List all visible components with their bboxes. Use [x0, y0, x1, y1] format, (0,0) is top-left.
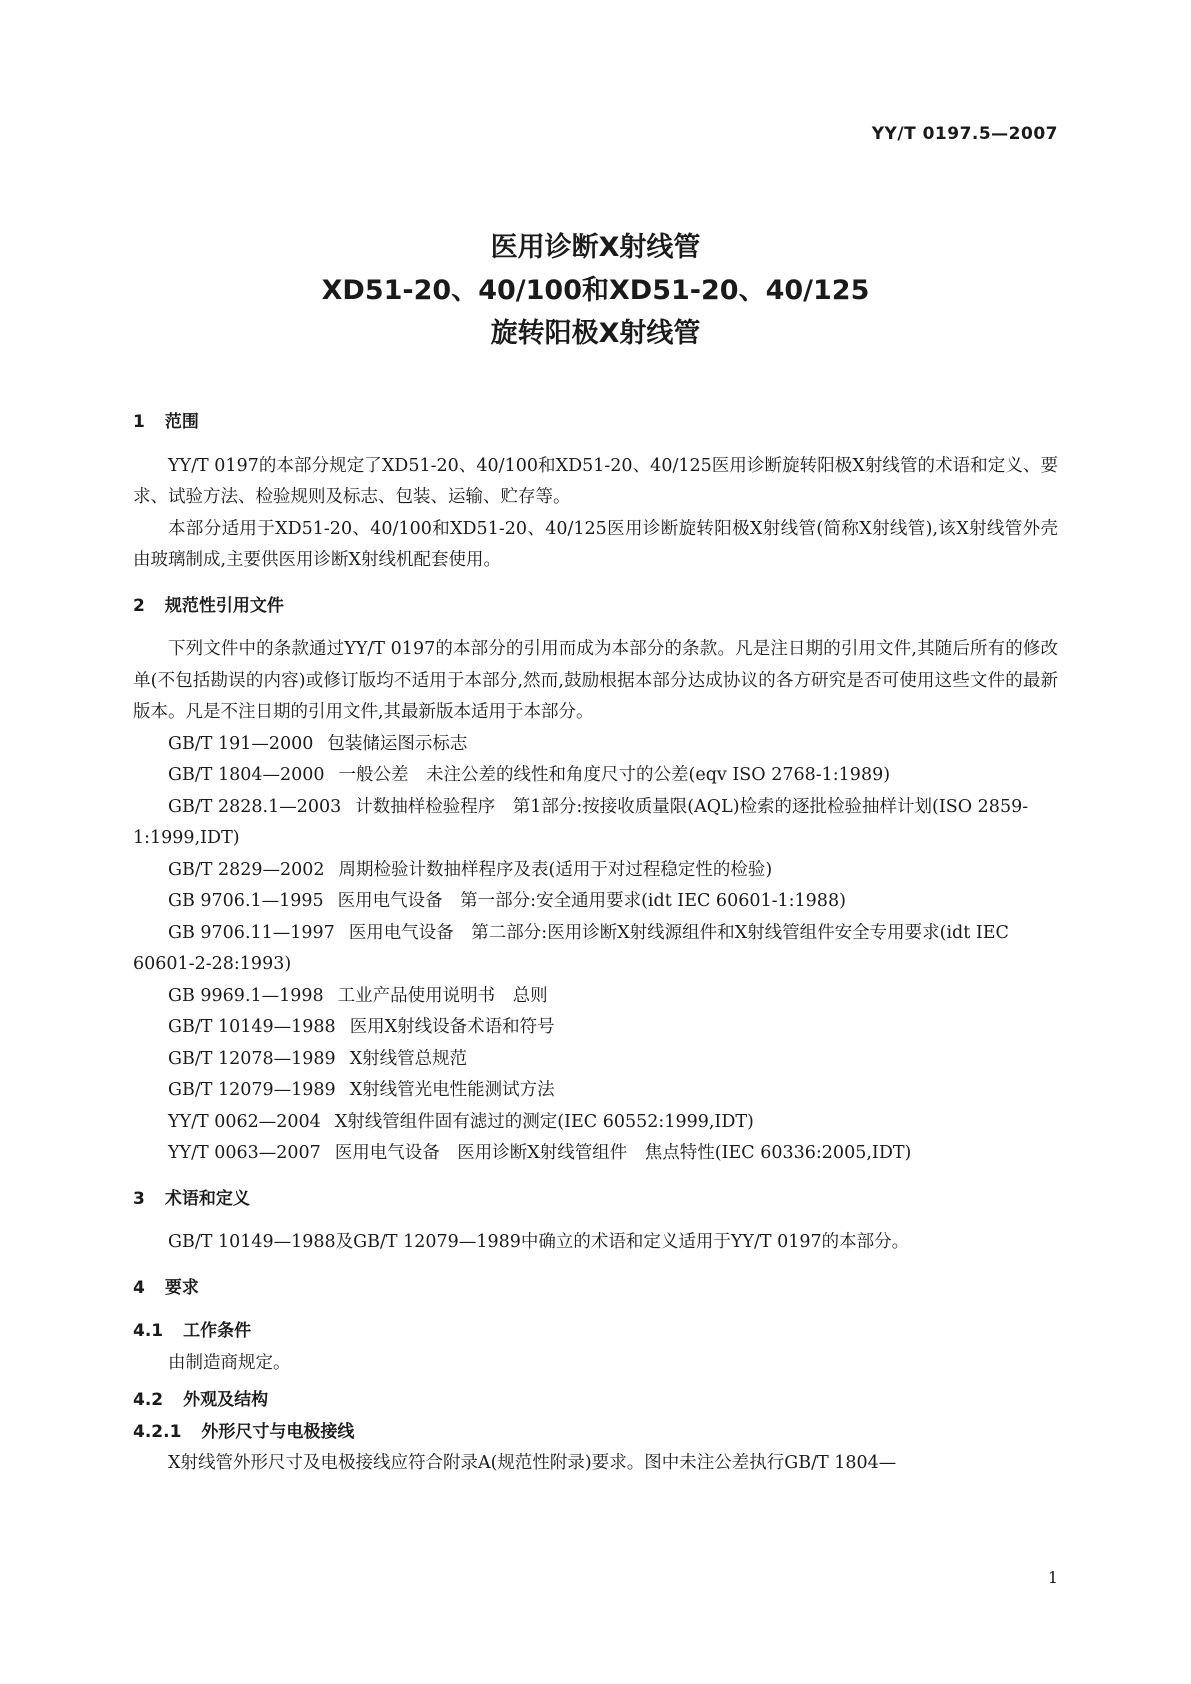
section-number: 3 — [133, 1188, 145, 1209]
section-number: 4.2 — [133, 1390, 164, 1410]
reference-item — [133, 1044, 1058, 1076]
reference-title: 包装储运图示标志 — [327, 733, 468, 754]
reference-code: GB/T 10149—1988 — [168, 1017, 336, 1037]
reference-title: 工业产品使用说明书 总则 — [337, 985, 548, 1006]
reference-title: 周期检验计数抽样程序及表(适用于对过程稳定性的检验) — [338, 859, 773, 880]
section-3-paragraph-1: GB/T 10149—1988及GB/T 12079—1989中确立的术语和定义适用于YY/T 0197的本部分。 — [168, 1232, 910, 1252]
section-number: 4.1 — [133, 1321, 164, 1341]
section-title: 工作条件 — [183, 1321, 252, 1341]
reference-title: X射线管总规范 — [349, 1048, 468, 1069]
reference-code: GB/T 1804—2000 — [168, 765, 325, 785]
document-title — [0, 226, 1191, 355]
section-number: 2 — [133, 595, 145, 616]
reference-item — [133, 1107, 1058, 1139]
section-1-heading — [133, 407, 1058, 439]
section-2-heading — [133, 591, 1058, 623]
reference-code: GB 9706.11—1997 — [168, 922, 335, 943]
standard-code: YY/T 0197.5—2007 — [871, 124, 1058, 144]
reference-code: YY/T 0062—2004 — [168, 1111, 321, 1132]
section-title: 范围 — [164, 412, 199, 432]
reference-code: GB/T 2829—2002 — [168, 859, 325, 880]
reference-code: GB/T 12078—1989 — [168, 1048, 336, 1069]
section-number: 4 — [133, 1277, 145, 1298]
title-line-1: 医用诊断X射线管 — [490, 232, 701, 263]
reference-title: X射线管光电性能测试方法 — [349, 1080, 555, 1100]
reference-item — [133, 1012, 1058, 1044]
section-number: 4.2.1 — [133, 1421, 182, 1442]
section-1-paragraph-2: 本部分适用于XD51-20、40/100和XD51-20、40/125医用诊断旋转阳极X射线管(简称X射线管),该X射线管外壳由玻璃制成,主要供医用诊断X射线机配套使用。 — [133, 518, 1058, 570]
reference-item — [133, 981, 1058, 1013]
section-4-heading — [133, 1273, 1058, 1305]
reference-title: 医用电气设备 医用诊断X射线管组件 焦点特性(IEC 60336:2005,IDT) — [334, 1143, 912, 1163]
section-title: 要求 — [164, 1277, 199, 1298]
reference-item — [133, 1075, 1058, 1107]
title-line-2: XD51-20、40/100和XD51-20、40/125 — [321, 275, 870, 306]
document-body — [133, 407, 1058, 1480]
section-4-1-heading — [133, 1316, 1058, 1348]
reference-code: YY/T 0063—2007 — [168, 1143, 321, 1163]
reference-code: GB/T 191—2000 — [168, 733, 314, 754]
reference-item — [133, 729, 1058, 761]
section-4-1-paragraph-1: 由制造商规定。 — [168, 1352, 291, 1373]
reference-code: GB 9706.1—1995 — [168, 891, 324, 911]
reference-code: GB 9969.1—1998 — [168, 985, 324, 1006]
section-4-2-heading — [133, 1385, 1058, 1417]
title-line-3: 旋转阳极X射线管 — [490, 318, 701, 349]
page-number: 1 — [1047, 1568, 1058, 1587]
reference-item — [133, 855, 1058, 887]
section-2-paragraph-1: 下列文件中的条款通过YY/T 0197的本部分的引用而成为本部分的条款。凡是注日期的引用文件,其随后所有的修改单(不包括勘误的内容)或修订版均不适用于本部分,然而,鼓励根据本部分达成协议的各方研究是否可使用这些文件的最新版本。凡是不注日期的引用文件,其最新版本适用于本部分。 — [133, 639, 1058, 722]
reference-code: GB/T 12079—1989 — [168, 1080, 336, 1100]
reference-title: 一般公差 未注公差的线性和角度尺寸的公差(eqv ISO 2768-1:1989) — [338, 765, 891, 785]
reference-item — [133, 886, 1058, 918]
section-3-heading — [133, 1184, 1058, 1216]
reference-title: 医用X射线设备术语和符号 — [349, 1017, 555, 1037]
section-title: 术语和定义 — [164, 1188, 250, 1209]
reference-title: 医用电气设备 第二部分:医用诊断X射线源组件和X射线管组件安全专用要求(idt IEC 60601-2-28:1993) — [133, 922, 1009, 974]
section-1-paragraph-1: YY/T 0197的本部分规定了XD51-20、40/100和XD51-20、40/125医用诊断旋转阳极X射线管的术语和定义、要求、试验方法、检验规则及标志、包装、运输、贮存等。 — [133, 455, 1058, 507]
section-title: 外观及结构 — [183, 1390, 269, 1410]
reference-item — [133, 918, 1058, 981]
section-title: 外形尺寸与电极接线 — [201, 1421, 355, 1442]
reference-title: 医用电气设备 第一部分:安全通用要求(idt IEC 60601-1:1988) — [337, 891, 846, 911]
reference-code: GB/T 2828.1—2003 — [168, 796, 342, 817]
reference-item — [133, 792, 1058, 855]
reference-title: 计数抽样检验程序 第1部分:按接收质量限(AQL)检索的逐批检验抽样计划(ISO 2859-1:1999,IDT) — [133, 796, 1029, 848]
reference-item — [133, 1138, 1058, 1170]
section-4-2-1-heading — [133, 1417, 1058, 1449]
section-title: 规范性引用文件 — [164, 595, 284, 616]
section-number: 1 — [133, 412, 145, 432]
reference-title: X射线管组件固有滤过的测定(IEC 60552:1999,IDT) — [334, 1111, 754, 1132]
section-4-2-1-paragraph-1: X射线管外形尺寸及电极接线应符合附录A(规范性附录)要求。图中未注公差执行GB/T 1804— — [168, 1453, 897, 1473]
reference-item — [133, 760, 1058, 792]
